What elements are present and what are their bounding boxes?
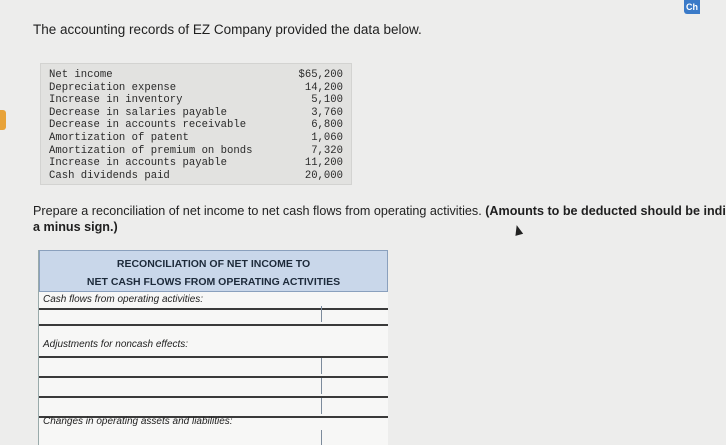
header-line-2: NET CASH FLOWS FROM OPERATING ACTIVITIES: [86, 276, 341, 288]
instructions-text: Prepare a reconciliation of net income to net cash flows from operating activities.: [33, 204, 482, 218]
line-description-input[interactable]: [41, 359, 321, 375]
data-value: 6,800: [311, 119, 343, 132]
line-description-input[interactable]: [41, 379, 321, 395]
data-label: Increase in accounts payable: [49, 157, 228, 170]
instructions-emphasis-1: (Amounts to be deducted should be indi: [485, 204, 726, 218]
data-row: [49, 107, 343, 120]
data-label: Depreciation expense: [49, 81, 177, 94]
data-value: 5,100: [311, 94, 343, 107]
section-label-changes: Changes in operating assets and liabilities:: [43, 416, 233, 427]
table-row: [39, 334, 388, 358]
chapter-badge[interactable]: Ch: [686, 2, 698, 12]
data-label: Decrease in accounts receivable: [49, 119, 247, 132]
section-label-operating: Cash flows from operating activities:: [43, 294, 204, 305]
data-label: Increase in inventory: [49, 94, 183, 107]
table-header: [39, 250, 388, 292]
data-row: [49, 119, 343, 132]
data-row: [49, 157, 343, 170]
data-row: [49, 170, 343, 183]
reconciliation-table: [38, 250, 388, 445]
table-row: [39, 378, 388, 398]
data-label: Amortization of patent: [49, 132, 189, 144]
side-tab-marker: [0, 110, 6, 130]
header-line-1: RECONCILIATION OF NET INCOME TO: [116, 258, 311, 270]
data-label: Amortization of premium on bonds: [49, 144, 253, 157]
data-row: [49, 132, 343, 145]
line-description-input[interactable]: [41, 307, 321, 323]
data-value: 20,000: [304, 169, 343, 182]
data-value: $65,200: [298, 69, 343, 81]
amount-input[interactable]: [321, 430, 388, 445]
table-row: [39, 430, 388, 445]
table-row: [39, 306, 388, 326]
data-row: [49, 82, 343, 95]
data-row: [49, 69, 343, 82]
amount-input[interactable]: [321, 306, 388, 322]
amount-input[interactable]: [321, 358, 388, 374]
data-label: Net income: [49, 69, 113, 81]
given-data-box: [40, 63, 352, 185]
instructions: [33, 203, 726, 235]
data-value: 11,200: [304, 157, 343, 170]
data-value: 7,320: [311, 144, 343, 157]
data-value: 3,760: [311, 106, 343, 119]
amount-input[interactable]: [321, 378, 388, 394]
section-label-noncash: Adjustments for noncash effects:: [43, 339, 189, 350]
data-label: Cash dividends paid: [49, 169, 170, 182]
data-row: [49, 145, 343, 158]
data-row: [49, 94, 343, 107]
table-row: [39, 358, 388, 378]
intro-text: The accounting records of EZ Company provided the data below.: [33, 22, 422, 37]
data-value: 14,200: [304, 81, 343, 94]
data-label: Decrease in salaries payable: [49, 106, 228, 119]
data-value: 1,060: [311, 132, 343, 144]
instructions-emphasis-2: a minus sign.): [33, 220, 118, 234]
table-row: [39, 410, 388, 432]
